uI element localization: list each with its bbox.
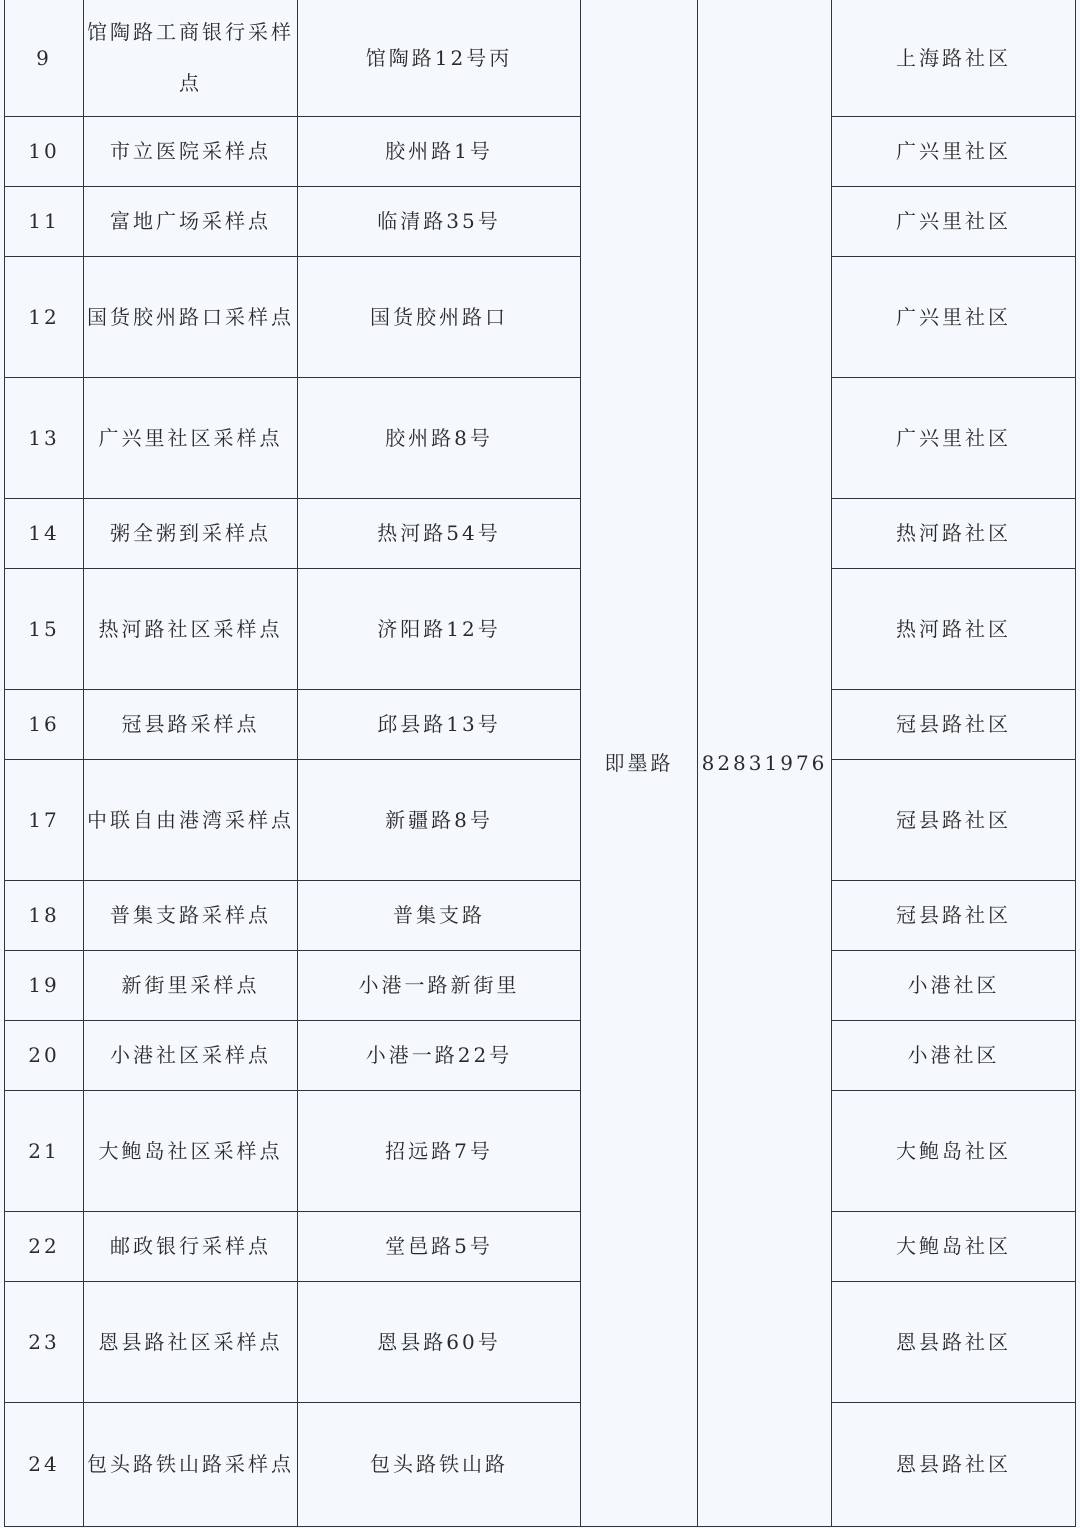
site-address: 馆陶路12号丙 — [298, 0, 581, 117]
table-row — [5, 378, 1076, 499]
table-row — [5, 1403, 1076, 1527]
site-address: 招远路7号 — [298, 1091, 581, 1212]
row-number: 19 — [5, 951, 84, 1021]
site-address: 临清路35号 — [298, 187, 581, 257]
table-row — [5, 257, 1076, 378]
table-row — [5, 0, 1076, 117]
row-number: 21 — [5, 1091, 84, 1212]
site-name: 大鲍岛社区采样点 — [84, 1091, 298, 1212]
row-number: 9 — [5, 0, 84, 117]
site-name: 市立医院采样点 — [84, 117, 298, 187]
community-cell: 广兴里社区 — [832, 187, 1076, 257]
community-cell: 广兴里社区 — [832, 378, 1076, 499]
row-number: 17 — [5, 760, 84, 881]
site-address: 邱县路13号 — [298, 690, 581, 760]
site-name: 邮政银行采样点 — [84, 1212, 298, 1282]
site-name: 国货胶州路口采样点 — [84, 257, 298, 378]
row-number: 23 — [5, 1282, 84, 1403]
community-cell: 上海路社区 — [832, 0, 1076, 117]
community-cell: 冠县路社区 — [832, 690, 1076, 760]
table-row — [5, 1021, 1076, 1091]
phone-cell: 82831976 — [698, 0, 832, 1527]
site-address: 普集支路 — [298, 881, 581, 951]
site-address: 济阳路12号 — [298, 569, 581, 690]
table-row — [5, 1091, 1076, 1212]
table-row — [5, 690, 1076, 760]
row-number: 16 — [5, 690, 84, 760]
site-address: 恩县路60号 — [298, 1282, 581, 1403]
community-cell: 恩县路社区 — [832, 1282, 1076, 1403]
community-cell: 冠县路社区 — [832, 760, 1076, 881]
community-cell: 小港社区 — [832, 1021, 1076, 1091]
table-row — [5, 881, 1076, 951]
community-cell: 恩县路社区 — [832, 1403, 1076, 1527]
site-name: 中联自由港湾采样点 — [84, 760, 298, 881]
row-number: 14 — [5, 499, 84, 569]
site-address: 小港一路22号 — [298, 1021, 581, 1091]
row-number: 20 — [5, 1021, 84, 1091]
table-row — [5, 760, 1076, 881]
site-name: 恩县路社区采样点 — [84, 1282, 298, 1403]
site-address: 胶州路8号 — [298, 378, 581, 499]
site-address: 热河路54号 — [298, 499, 581, 569]
row-number: 12 — [5, 257, 84, 378]
site-address: 胶州路1号 — [298, 117, 581, 187]
site-name: 富地广场采样点 — [84, 187, 298, 257]
row-number: 18 — [5, 881, 84, 951]
table-row — [5, 187, 1076, 257]
site-name: 馆陶路工商银行采样点 — [84, 0, 298, 117]
site-name: 普集支路采样点 — [84, 881, 298, 951]
community-cell: 热河路社区 — [832, 499, 1076, 569]
site-name: 粥全粥到采样点 — [84, 499, 298, 569]
site-name: 小港社区采样点 — [84, 1021, 298, 1091]
row-number: 15 — [5, 569, 84, 690]
community-cell: 广兴里社区 — [832, 257, 1076, 378]
row-number: 10 — [5, 117, 84, 187]
table-row — [5, 1212, 1076, 1282]
community-cell: 热河路社区 — [832, 569, 1076, 690]
site-address: 包头路铁山路 — [298, 1403, 581, 1527]
row-number: 24 — [5, 1403, 84, 1527]
community-cell: 大鲍岛社区 — [832, 1212, 1076, 1282]
table-row — [5, 951, 1076, 1021]
community-cell: 小港社区 — [832, 951, 1076, 1021]
community-cell: 大鲍岛社区 — [832, 1091, 1076, 1212]
site-address: 国货胶州路口 — [298, 257, 581, 378]
sampling-sites-table — [4, 0, 1076, 1527]
row-number: 11 — [5, 187, 84, 257]
table-row — [5, 569, 1076, 690]
site-name: 热河路社区采样点 — [84, 569, 298, 690]
table-row — [5, 1282, 1076, 1403]
community-cell: 广兴里社区 — [832, 117, 1076, 187]
community-cell: 冠县路社区 — [832, 881, 1076, 951]
row-number: 13 — [5, 378, 84, 499]
street-cell: 即墨路 — [581, 0, 698, 1527]
site-address: 新疆路8号 — [298, 760, 581, 881]
site-name: 新街里采样点 — [84, 951, 298, 1021]
site-name: 广兴里社区采样点 — [84, 378, 298, 499]
site-name: 包头路铁山路采样点 — [84, 1403, 298, 1527]
table-row — [5, 117, 1076, 187]
table-row — [5, 499, 1076, 569]
site-address: 堂邑路5号 — [298, 1212, 581, 1282]
row-number: 22 — [5, 1212, 84, 1282]
site-name: 冠县路采样点 — [84, 690, 298, 760]
site-address: 小港一路新街里 — [298, 951, 581, 1021]
